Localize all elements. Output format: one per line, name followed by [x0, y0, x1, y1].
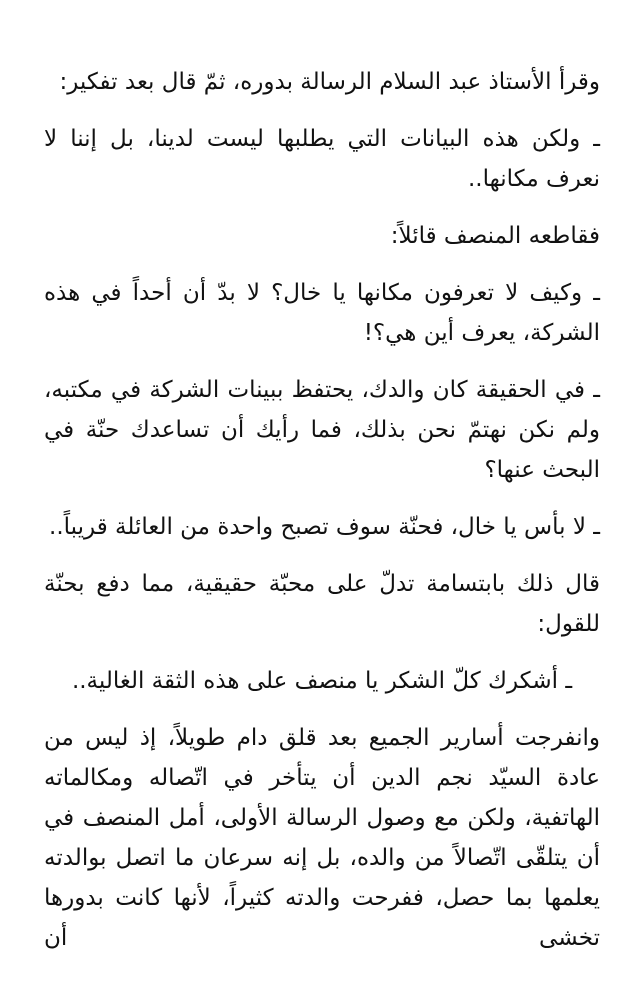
paragraph-smile: قال ذلك بابتسامة تدلّ على محبّة حقيقية، مما دفع بحنّة للقول: [44, 571, 600, 637]
paragraph-question: ـ وكيف لا تعرفون مكانها يا خال؟ لا بدّ أن أحداً في هذه الشركة، يعرف أين هي؟! [44, 280, 600, 346]
paragraph-reading-letter: وقرأ الأستاذ عبد السلام الرسالة بدوره، ثمّ قال بعد تفكير: [59, 69, 600, 95]
page-text [44, 62, 600, 975]
paragraph-relief: وانفرجت أسارير الجميع بعد قلق دام طويلاً، إذ ليس من عادة السيّد نجم الدين أن يتأخر في اتّصاله ومكالماته الهاتفية، ولكن مع وصول الرسالة الأولى، أمل المنصف في أن يتلقّى اتّصالاً من والده، بل إنه سرعان ما اتصل بوالدته يعلمها بما حصل، ففرحت والدته كثيراً، لأنها كانت بدورها تخشى أن [44, 725, 600, 951]
paragraph-thanks: ـ أشكرك كلّ الشكر يا منصف على هذه الثقة الغالية.. [71, 668, 573, 694]
paragraph-interruption: فقاطعه المنصف قائلاً: [390, 223, 600, 249]
paragraph-father-office: ـ في الحقيقة كان والدك، يحتفظ ببينات الشركة في مكتبه، ولم نكن نهتمّ نحن بذلك، فما رأيك أن تساعدك حنّة في البحث عنها؟ [44, 377, 600, 483]
paragraph-data-unavailable: ـ ولكن هذه البيانات التي يطلبها ليست لدينا، بل إننا لا نعرف مكانها.. [44, 126, 600, 192]
paragraph-family: ـ لا بأس يا خال، فحنّة سوف تصبح واحدة من العائلة قريباً.. [49, 514, 600, 540]
